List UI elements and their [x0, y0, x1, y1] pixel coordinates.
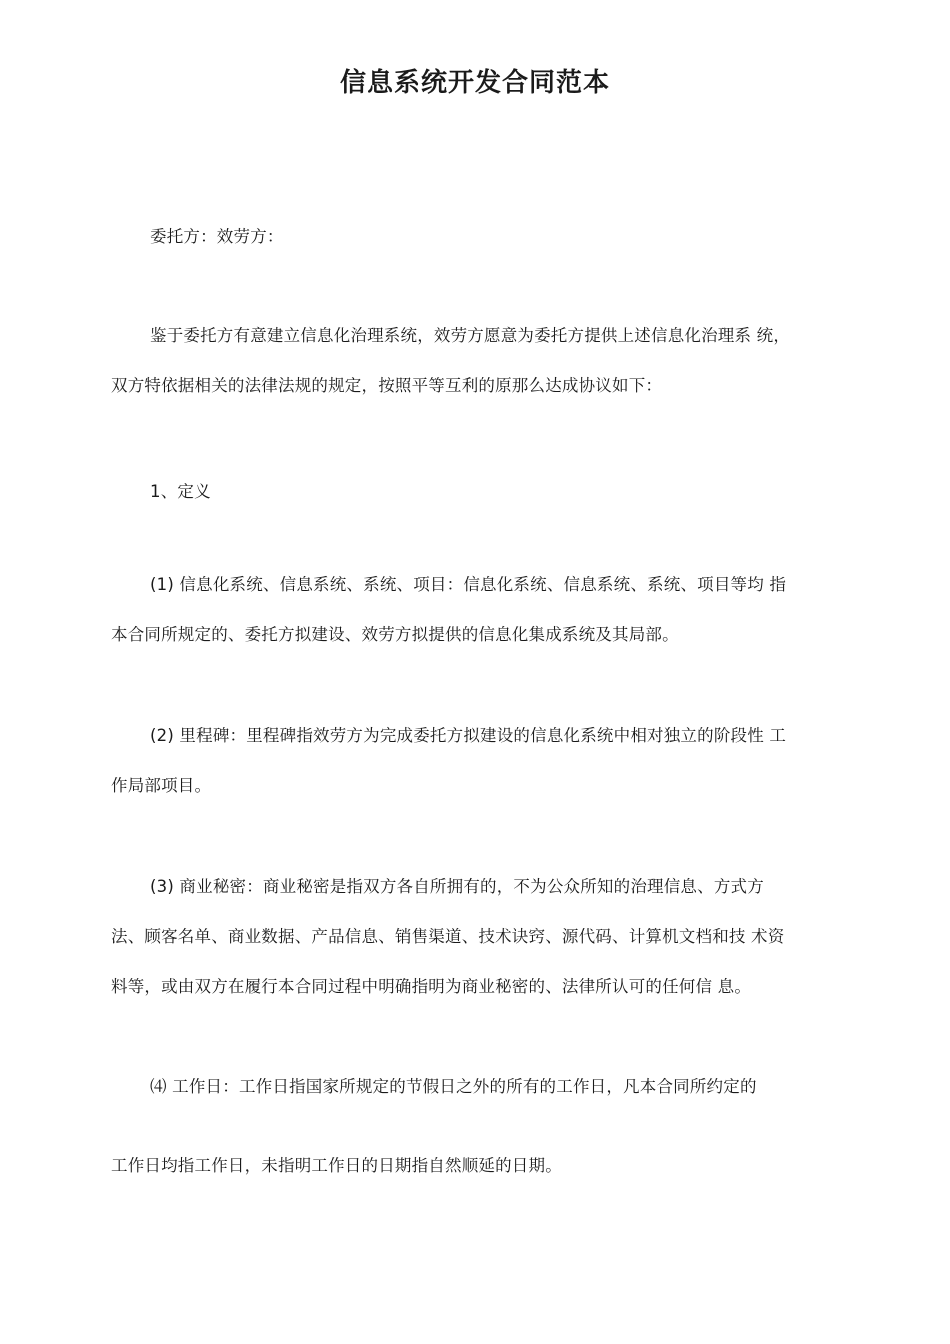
definition-1-line-1: (1) 信息化系统、信息系统、系统、项目：信息化系统、信息系统、系统、项目等均 指 — [150, 575, 787, 594]
definition-4-line-1: ⑷ 工作日：工作日指国家所规定的节假日之外的所有的工作日，凡本合同所约定的 — [150, 1077, 757, 1096]
preamble-line-2: 双方特依据相关的法律法规的规定，按照平等互利的原那么达成协议如下： — [111, 376, 663, 395]
definition-2-line-2: 作局部项目。 — [111, 776, 212, 795]
definition-2-line-1: (2) 里程碑：里程碑指效劳方为完成委托方拟建设的信息化系统中相对独立的阶段性 工 — [150, 726, 787, 745]
section-heading-definitions: 1、定义 — [150, 482, 211, 501]
document-title: 信息系统开发合同范本 — [339, 68, 610, 98]
definition-3-line-3: 料等，或由双方在履行本合同过程中明确指明为商业秘密的、法律所认可的任何信 息。 — [111, 977, 752, 996]
definition-1-line-2: 本合同所规定的、委托方拟建设、效劳方拟提供的信息化集成系统及其局部。 — [111, 625, 679, 644]
preamble-line-1: 鉴于委托方有意建立信息化治理系统，效劳方愿意为委托方提供上述信息化治理系 统， — [150, 326, 791, 345]
definition-3-line-2: 法、顾客名单、商业数据、产品信息、销售渠道、技术诀窍、源代码、计算机文档和技 术资 — [111, 927, 785, 946]
definition-3-line-1: (3) 商业秘密：商业秘密是指双方各自所拥有的，不为公众所知的治理信息、方式方 — [150, 877, 764, 896]
definition-4-line-2: 工作日均指工作日，未指明工作日的日期指自然顺延的日期。 — [111, 1156, 562, 1175]
parties-line: 委托方：效劳方： — [150, 227, 284, 246]
